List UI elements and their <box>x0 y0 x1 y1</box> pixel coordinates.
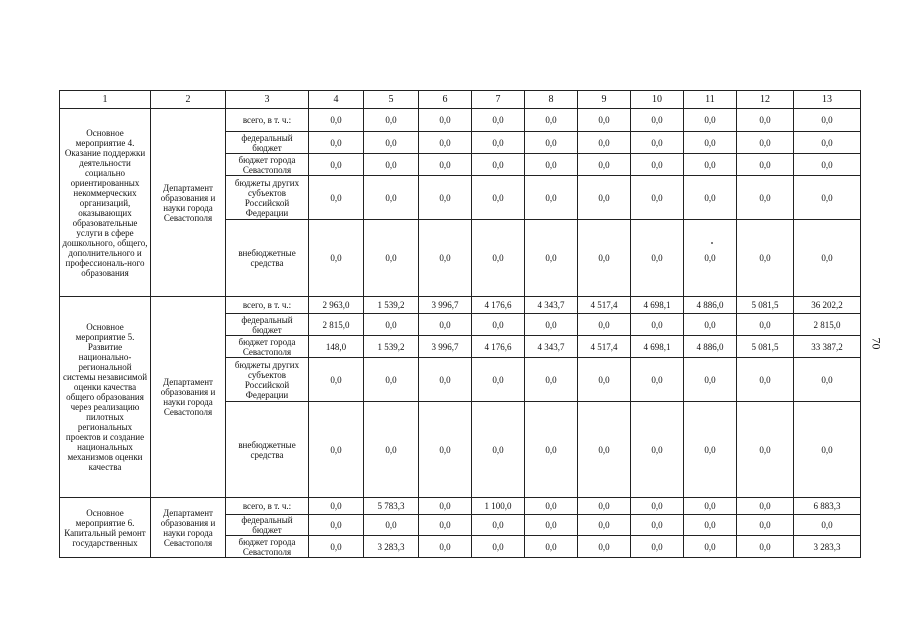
amount-cell: 0,0 <box>364 220 419 297</box>
amount-cell: 2 815,0 <box>794 314 861 336</box>
amount-cell: 0,0 <box>419 536 472 558</box>
funding-source: федеральный бюджет <box>226 132 309 154</box>
amount-cell: 0,0 <box>525 176 578 220</box>
amount-cell: 0,0 <box>684 314 737 336</box>
funding-source: внебюджетные средства <box>226 402 309 498</box>
amount-cell: 3 996,7 <box>419 297 472 314</box>
amount-cell: 0,0 <box>419 154 472 176</box>
amount-cell: 0,0 <box>419 109 472 132</box>
budget-table <box>59 90 861 558</box>
amount-cell: 0,0 <box>525 314 578 336</box>
funding-source: бюджеты других субъектов Российской Федерации <box>226 358 309 402</box>
amount-cell: 0,0 <box>578 536 631 558</box>
column-number: 6 <box>419 91 472 109</box>
amount-cell: 0,0 <box>631 498 684 515</box>
amount-cell: 0,0 <box>684 176 737 220</box>
amount-cell: 0,0 <box>684 515 737 536</box>
amount-cell: 1 539,2 <box>364 336 419 358</box>
amount-cell: 2 963,0 <box>309 297 364 314</box>
amount-cell: 0,0 <box>364 132 419 154</box>
amount-cell: 0,0 <box>309 176 364 220</box>
amount-cell: 0,0 <box>631 515 684 536</box>
amount-cell: 0,0 <box>419 220 472 297</box>
amount-cell: 0,0 <box>794 154 861 176</box>
column-number: 11 <box>684 91 737 109</box>
amount-cell: 0,0 <box>419 498 472 515</box>
amount-cell: 4 343,7 <box>525 297 578 314</box>
amount-cell: 4 343,7 <box>525 336 578 358</box>
column-number-row <box>60 91 861 109</box>
amount-cell: 0,0 <box>684 109 737 132</box>
amount-cell: 0,0 <box>472 132 525 154</box>
amount-cell: 0,0 <box>525 515 578 536</box>
amount-cell: 0,0 <box>737 176 794 220</box>
amount-cell: 0,0 <box>737 515 794 536</box>
amount-cell: 4 698,1 <box>631 297 684 314</box>
amount-cell: 0,0 <box>309 402 364 498</box>
amount-cell: 0,0 <box>684 220 737 297</box>
amount-cell: 0,0 <box>631 536 684 558</box>
amount-cell: 0,0 <box>309 515 364 536</box>
amount-cell: 0,0 <box>472 402 525 498</box>
amount-cell: 4 176,6 <box>472 297 525 314</box>
amount-cell: 0,0 <box>578 154 631 176</box>
scan-speck <box>711 242 713 244</box>
table-row <box>60 498 861 515</box>
amount-cell: 0,0 <box>684 154 737 176</box>
amount-cell: 0,0 <box>419 176 472 220</box>
measure-name: Основное мероприятие 6. Капитальный ремонт государственных <box>60 498 151 558</box>
amount-cell: 0,0 <box>578 498 631 515</box>
amount-cell: 2 815,0 <box>309 314 364 336</box>
amount-cell: 0,0 <box>419 358 472 402</box>
amount-cell: 0,0 <box>472 358 525 402</box>
amount-cell: 0,0 <box>578 109 631 132</box>
executor-name: Департамент образования и науки города Севастополя <box>151 498 226 558</box>
amount-cell: 0,0 <box>794 132 861 154</box>
column-number: 2 <box>151 91 226 109</box>
amount-cell: 0,0 <box>472 220 525 297</box>
amount-cell: 0,0 <box>472 314 525 336</box>
amount-cell: 0,0 <box>364 314 419 336</box>
funding-source: бюджет города Севастополя <box>226 336 309 358</box>
amount-cell: 4 517,4 <box>578 297 631 314</box>
amount-cell: 0,0 <box>309 536 364 558</box>
amount-cell: 1 100,0 <box>472 498 525 515</box>
amount-cell: 0,0 <box>631 358 684 402</box>
amount-cell: 3 996,7 <box>419 336 472 358</box>
amount-cell: 0,0 <box>737 109 794 132</box>
measure-name: Основное мероприятие 4. Оказание поддержки деятельности социально ориентированных некоммерческих организаций, оказывающих образовательные услуги в сфере дошкольного, общего, дополнительного и профессиональ-ного образования <box>60 109 151 297</box>
amount-cell: 5 783,3 <box>364 498 419 515</box>
amount-cell: 0,0 <box>578 132 631 154</box>
amount-cell: 0,0 <box>419 314 472 336</box>
amount-cell: 0,0 <box>472 109 525 132</box>
table-row <box>60 109 861 132</box>
amount-cell: 0,0 <box>737 314 794 336</box>
amount-cell: 0,0 <box>309 132 364 154</box>
amount-cell: 0,0 <box>525 132 578 154</box>
amount-cell: 0,0 <box>472 176 525 220</box>
amount-cell: 0,0 <box>419 132 472 154</box>
amount-cell: 5 081,5 <box>737 297 794 314</box>
amount-cell: 3 283,3 <box>794 536 861 558</box>
amount-cell: 0,0 <box>364 358 419 402</box>
amount-cell: 0,0 <box>737 154 794 176</box>
column-number: 12 <box>737 91 794 109</box>
page-number: 70 <box>869 337 884 350</box>
amount-cell: 0,0 <box>419 402 472 498</box>
executor-name: Департамент образования и науки города Севастополя <box>151 297 226 498</box>
amount-cell: 0,0 <box>578 515 631 536</box>
amount-cell: 0,0 <box>737 402 794 498</box>
table-row <box>60 297 861 314</box>
amount-cell: 0,0 <box>364 176 419 220</box>
amount-cell: 4 886,0 <box>684 336 737 358</box>
column-number: 9 <box>578 91 631 109</box>
amount-cell: 0,0 <box>364 515 419 536</box>
funding-source: внебюджетные средства <box>226 220 309 297</box>
amount-cell: 4 517,4 <box>578 336 631 358</box>
amount-cell: 0,0 <box>578 176 631 220</box>
amount-cell: 0,0 <box>525 498 578 515</box>
amount-cell: 0,0 <box>794 358 861 402</box>
amount-cell: 0,0 <box>309 358 364 402</box>
amount-cell: 0,0 <box>472 536 525 558</box>
funding-source: бюджет города Севастополя <box>226 536 309 558</box>
amount-cell: 4 176,6 <box>472 336 525 358</box>
amount-cell: 0,0 <box>578 402 631 498</box>
amount-cell: 0,0 <box>472 154 525 176</box>
column-number: 10 <box>631 91 684 109</box>
column-number: 3 <box>226 91 309 109</box>
amount-cell: 0,0 <box>578 314 631 336</box>
amount-cell: 0,0 <box>794 220 861 297</box>
amount-cell: 0,0 <box>631 314 684 336</box>
amount-cell: 0,0 <box>631 109 684 132</box>
amount-cell: 0,0 <box>631 176 684 220</box>
amount-cell: 0,0 <box>364 154 419 176</box>
column-number: 13 <box>794 91 861 109</box>
column-number: 4 <box>309 91 364 109</box>
amount-cell: 0,0 <box>472 515 525 536</box>
funding-source: федеральный бюджет <box>226 515 309 536</box>
amount-cell: 0,0 <box>364 109 419 132</box>
amount-cell: 0,0 <box>794 176 861 220</box>
amount-cell: 0,0 <box>684 498 737 515</box>
amount-cell: 0,0 <box>364 402 419 498</box>
column-number: 8 <box>525 91 578 109</box>
amount-cell: 0,0 <box>794 515 861 536</box>
amount-cell: 0,0 <box>309 220 364 297</box>
amount-cell: 0,0 <box>684 132 737 154</box>
amount-cell: 0,0 <box>578 358 631 402</box>
column-number: 5 <box>364 91 419 109</box>
amount-cell: 0,0 <box>737 132 794 154</box>
funding-source: всего, в т. ч.: <box>226 109 309 132</box>
amount-cell: 0,0 <box>309 109 364 132</box>
amount-cell: 36 202,2 <box>794 297 861 314</box>
measure-name: Основное мероприятие 5. Развитие национально-региональной системы независимой оценки качества общего образования через реализацию пилотных региональных проектов и создание национальных механизмов оценки качества <box>60 297 151 498</box>
funding-source: федеральный бюджет <box>226 314 309 336</box>
amount-cell: 0,0 <box>525 109 578 132</box>
amount-cell: 5 081,5 <box>737 336 794 358</box>
amount-cell: 6 883,3 <box>794 498 861 515</box>
amount-cell: 0,0 <box>737 498 794 515</box>
amount-cell: 0,0 <box>525 536 578 558</box>
column-number: 7 <box>472 91 525 109</box>
amount-cell: 0,0 <box>684 536 737 558</box>
column-number: 1 <box>60 91 151 109</box>
amount-cell: 0,0 <box>737 536 794 558</box>
amount-cell: 0,0 <box>684 402 737 498</box>
funding-source: всего, в т. ч.: <box>226 498 309 515</box>
amount-cell: 0,0 <box>525 220 578 297</box>
amount-cell: 1 539,2 <box>364 297 419 314</box>
amount-cell: 0,0 <box>525 154 578 176</box>
amount-cell: 3 283,3 <box>364 536 419 558</box>
amount-cell: 0,0 <box>419 515 472 536</box>
amount-cell: 0,0 <box>309 154 364 176</box>
amount-cell: 148,0 <box>309 336 364 358</box>
amount-cell: 0,0 <box>684 358 737 402</box>
funding-source: бюджеты других субъектов Российской Федерации <box>226 176 309 220</box>
amount-cell: 4 698,1 <box>631 336 684 358</box>
amount-cell: 0,0 <box>737 358 794 402</box>
amount-cell: 0,0 <box>737 220 794 297</box>
amount-cell: 0,0 <box>578 220 631 297</box>
amount-cell: 0,0 <box>631 220 684 297</box>
amount-cell: 0,0 <box>309 498 364 515</box>
amount-cell: 0,0 <box>631 154 684 176</box>
amount-cell: 0,0 <box>794 109 861 132</box>
amount-cell: 33 387,2 <box>794 336 861 358</box>
amount-cell: 0,0 <box>631 132 684 154</box>
amount-cell: 0,0 <box>525 358 578 402</box>
funding-source: всего, в т. ч.: <box>226 297 309 314</box>
amount-cell: 0,0 <box>794 402 861 498</box>
amount-cell: 4 886,0 <box>684 297 737 314</box>
amount-cell: 0,0 <box>525 402 578 498</box>
executor-name: Департамент образования и науки города Севастополя <box>151 109 226 297</box>
funding-source: бюджет города Севастополя <box>226 154 309 176</box>
amount-cell: 0,0 <box>631 402 684 498</box>
